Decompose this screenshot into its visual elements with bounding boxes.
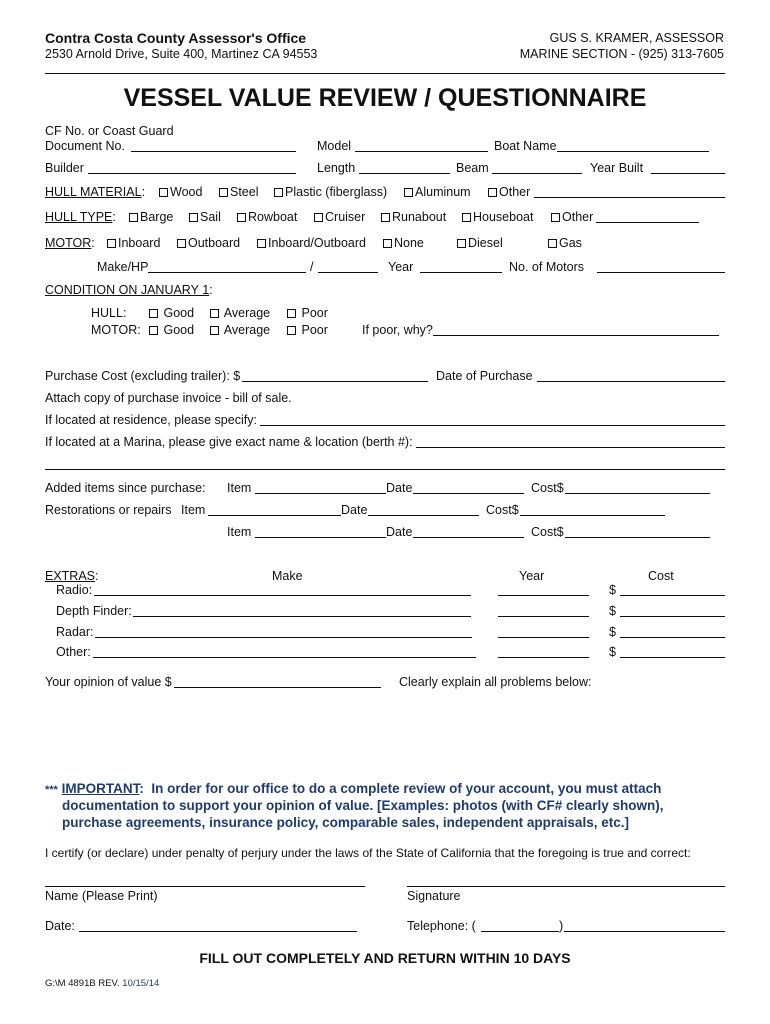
checkbox-icon[interactable] [381,213,390,222]
num-motors-label: No. of Motors [509,260,585,274]
attach-invoice-note: Attach copy of purchase invoice - bill of sale. [45,391,292,405]
extras-radar-label: Radar: [56,625,94,639]
motor-outboard[interactable]: Outboard [177,236,240,250]
problems-text-area[interactable] [399,693,725,761]
year-built-field[interactable] [651,173,725,174]
added-date-field[interactable] [413,493,524,494]
telephone-paren: ) [559,919,564,933]
cf-label-2: Document No. [45,139,125,153]
name-label: Name (Please Print) [45,889,158,903]
checkbox-icon[interactable] [287,309,296,318]
model-label: Model [317,139,352,153]
telephone-field[interactable] [564,931,725,932]
boat-name-label: Boat Name [494,139,557,153]
signature-label: Signature [407,889,461,903]
checkbox-icon[interactable] [314,213,323,222]
explain-problems-label: Clearly explain all problems below: [399,675,592,689]
checkbox-icon[interactable] [462,213,471,222]
depth-year-field[interactable] [498,616,589,617]
other-make-field[interactable] [93,657,476,658]
added-cost-field[interactable] [565,493,710,494]
if-poor-label: If poor, why? [362,323,433,337]
num-motors-field[interactable] [597,272,725,273]
motor-year-field[interactable] [420,272,502,273]
office-address: 2530 Arnold Drive, Suite 400, Martinez CA 94553 [45,47,318,61]
opinion-value-field[interactable] [174,687,381,688]
cf-number-field[interactable] [131,151,296,152]
extra-item-label: Item [227,525,252,539]
motor-inboard[interactable]: Inboard [107,236,160,250]
cf-label-1: CF No. or Coast Guard [45,124,174,138]
certification-statement: I certify (or declare) under penalty of perjury under the laws of the State of California that the foregoing is true and correct: [45,846,691,860]
motor-inboard-outboard[interactable]: Inboard/Outboard [257,236,366,250]
length-field[interactable] [359,173,450,174]
name-field[interactable] [45,886,365,887]
marina-field[interactable] [416,447,725,448]
checkbox-icon[interactable] [287,326,296,335]
checkbox-icon[interactable] [210,326,219,335]
beam-field[interactable] [492,173,582,174]
checkbox-icon[interactable] [219,188,228,197]
checkbox-icon[interactable] [548,239,557,248]
checkbox-icon[interactable] [404,188,413,197]
hull-material-steel[interactable]: Steel [219,185,259,199]
radar-make-field[interactable] [95,637,472,638]
restorations-label: Restorations or repairs [45,503,172,517]
make-hp-label: Make/HP [97,260,149,274]
restoration-cost-label: Cost$ [486,503,519,517]
year-built-label: Year Built [590,161,644,175]
hull-material-plastic[interactable]: Plastic (fiberglass) [274,185,387,199]
hull-type-rowboat[interactable]: Rowboat [237,210,297,224]
checkbox-icon[interactable] [257,239,266,248]
checkbox-icon[interactable] [129,213,138,222]
other-cost-field[interactable] [620,657,725,658]
hull-average[interactable]: Average [210,306,270,320]
added-item-label: Item [227,481,252,495]
extra-cost-field[interactable] [565,537,710,538]
checkbox-icon[interactable] [177,239,186,248]
builder-field[interactable] [88,173,296,174]
motor-gas[interactable]: Gas [548,236,582,250]
extra-item-field[interactable] [255,537,386,538]
motor-average[interactable]: Average [210,323,270,337]
condition-label: CONDITION ON JANUARY 1: [45,283,213,297]
extras-other-label: Other: [56,645,91,659]
residence-field[interactable] [260,425,725,426]
radio-make-field[interactable] [94,595,471,596]
depth-dollar: $ [609,604,616,618]
return-instructions: FILL OUT COMPLETELY AND RETURN WITHIN 10 DAYS [199,950,571,966]
date-label: Date: [45,919,75,933]
depth-cost-field[interactable] [620,616,725,617]
purchase-cost-field[interactable] [242,381,428,382]
page-title: VESSEL VALUE REVIEW / QUESTIONNAIRE [123,84,647,112]
hull-material-aluminum[interactable]: Aluminum [404,185,471,199]
hull-material-wood[interactable]: Wood [159,185,202,199]
restoration-cost-field[interactable] [520,515,665,516]
other-year-field[interactable] [498,657,589,658]
motor-label: MOTOR: [45,236,95,250]
extra-date-label: Date [386,525,413,539]
radar-year-field[interactable] [498,637,589,638]
motor-good[interactable]: Good [149,323,194,337]
telephone-label: Telephone: ( [407,919,476,933]
make-field[interactable] [148,272,306,273]
checkbox-icon[interactable] [457,239,466,248]
extras-make-header: Make [272,569,303,583]
boat-name-field[interactable] [557,151,709,152]
checkbox-icon[interactable] [149,326,158,335]
restoration-item-label: Item [181,503,206,517]
assessor-name: GUS S. KRAMER, ASSESSOR [549,31,724,45]
if-poor-field[interactable] [433,335,719,336]
motor-poor[interactable]: Poor [287,323,328,337]
added-items-label: Added items since purchase: [45,481,206,495]
hull-good[interactable]: Good [149,306,194,320]
checkbox-icon[interactable] [159,188,168,197]
motor-diesel[interactable]: Diesel [457,236,503,250]
condition-hull-label: HULL: [91,306,127,320]
area-code-field[interactable] [481,931,559,932]
hp-field[interactable] [318,272,378,273]
marina-label: If located at a Marina, please give exact name & location (berth #): [45,435,413,449]
checkbox-icon[interactable] [383,239,392,248]
radio-dollar: $ [609,583,616,597]
hull-type-other-field[interactable] [596,222,699,223]
beam-label: Beam [456,161,489,175]
restoration-date-label: Date [341,503,368,517]
radio-year-field[interactable] [498,595,589,596]
hull-type-cruiser[interactable]: Cruiser [314,210,365,224]
hull-type-label: HULL TYPE: [45,210,116,224]
checkbox-icon[interactable] [107,239,116,248]
hull-material-other-field[interactable] [534,197,725,198]
added-date-label: Date [386,481,413,495]
marina-field-line-2[interactable] [45,469,725,470]
date-field[interactable] [79,931,357,932]
important-line-1: *** IMPORTANT: In order for our office to do a complete review of your account, you must attach [45,781,662,796]
important-line-3: purchase agreements, insurance policy, comparable sales, independent appraisals, etc.] [62,815,629,830]
hull-type-other[interactable]: Other [551,210,593,224]
checkbox-icon[interactable] [189,213,198,222]
added-item-field[interactable] [255,493,386,494]
motor-year-label: Year [388,260,414,274]
extras-cost-header: Cost [648,569,674,583]
radar-cost-field[interactable] [620,637,725,638]
checkbox-icon[interactable] [149,309,158,318]
residence-label: If located at residence, please specify: [45,413,257,427]
hull-poor[interactable]: Poor [287,306,328,320]
radio-cost-field[interactable] [620,595,725,596]
condition-motor-label: MOTOR: [91,323,141,337]
restoration-item-field[interactable] [208,515,341,516]
form-revision: G:\M 4891B REV. 10/15/14 [45,978,160,989]
slash: / [310,260,314,274]
hull-type-sail[interactable]: Sail [189,210,221,224]
model-field[interactable] [355,151,488,152]
purchase-cost-label: Purchase Cost (excluding trailer): $ [45,369,241,383]
added-cost-label: Cost$ [531,481,564,495]
restoration-date-field[interactable] [368,515,479,516]
depth-make-field[interactable] [133,616,471,617]
important-line-2: documentation to support your opinion of value. [Examples: photos (with CF# clearly shown), [62,798,664,813]
extras-depth-label: Depth Finder: [56,604,132,618]
purchase-date-field[interactable] [537,381,725,382]
header-divider [45,73,725,74]
checkbox-icon[interactable] [488,188,497,197]
checkbox-icon[interactable] [210,309,219,318]
opinion-label: Your opinion of value $ [45,675,172,689]
hull-type-barge[interactable]: Barge [129,210,173,224]
purchase-date-label: Date of Purchase [436,369,533,383]
extra-date-field[interactable] [413,537,524,538]
motor-none[interactable]: None [383,236,424,250]
length-label: Length [317,161,356,175]
extras-year-header: Year [519,569,545,583]
extra-cost-label: Cost$ [531,525,564,539]
extras-label: EXTRAS: [45,569,99,583]
other-dollar: $ [609,645,616,659]
extras-radio-label: Radio: [56,583,93,597]
builder-label: Builder [45,161,84,175]
checkbox-icon[interactable] [237,213,246,222]
signature-field[interactable] [407,886,725,887]
hull-type-runabout[interactable]: Runabout [381,210,446,224]
marine-section: MARINE SECTION - (925) 313-7605 [519,47,724,61]
office-name: Contra Costa County Assessor's Office [45,30,307,46]
checkbox-icon[interactable] [551,213,560,222]
hull-material-other[interactable]: Other [488,185,530,199]
checkbox-icon[interactable] [274,188,283,197]
hull-material-label: HULL MATERIAL: [45,185,146,199]
radar-dollar: $ [609,625,616,639]
hull-type-houseboat[interactable]: Houseboat [462,210,533,224]
